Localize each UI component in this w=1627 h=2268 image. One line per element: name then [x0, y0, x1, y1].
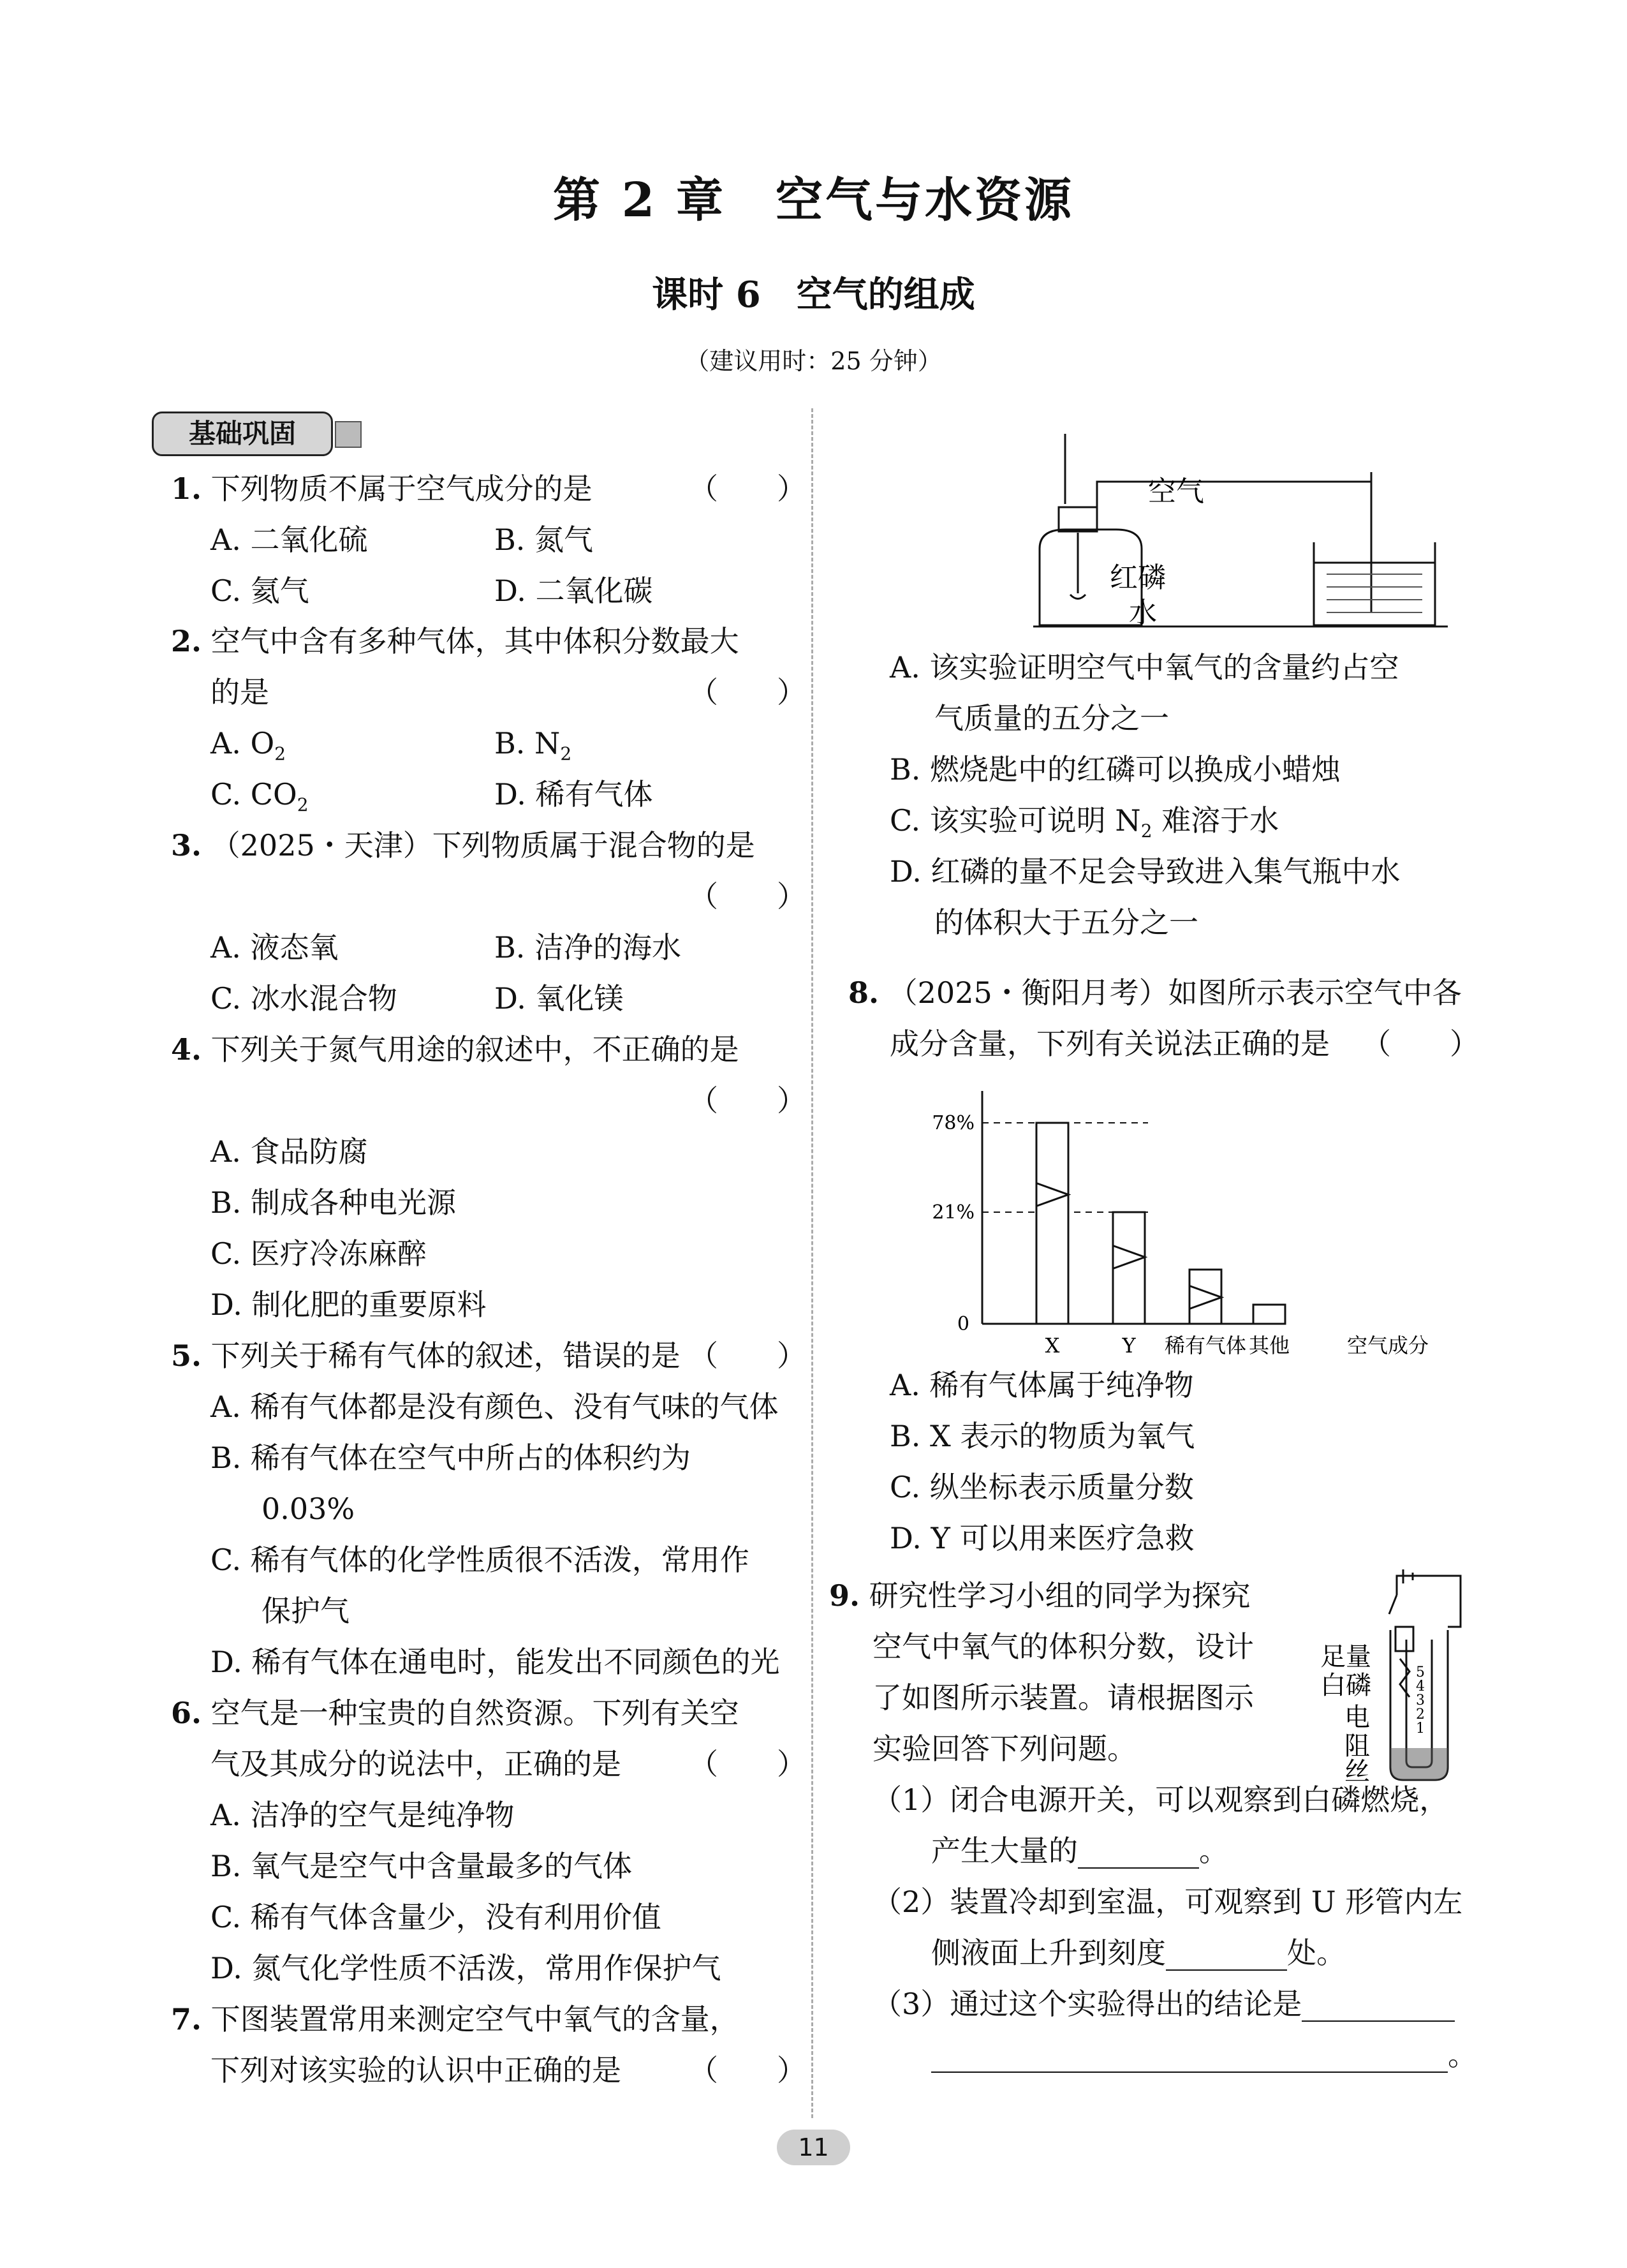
x-tick-label-1: Y — [1122, 1333, 1136, 1358]
q8-option-d: D. Y 可以用来医疗急救 — [890, 1521, 1195, 1555]
q9-part3-cont: 。 — [931, 2037, 1477, 2073]
q8-bar-chart — [918, 1085, 1441, 1359]
label-red-phosphorus: 红磷 — [1110, 561, 1166, 594]
q6-stem-cont: 气及其成分的说法中，正确的是 — [210, 1747, 621, 1781]
q3-stem: 3. （2025・天津）下列物质属于混合物的是 — [171, 828, 755, 863]
q1-option-d: D. 二氧化碳 — [494, 574, 653, 608]
q5-option-b-cont: 0.03% — [261, 1492, 355, 1526]
bar-2 — [1189, 1270, 1221, 1324]
q7-option-c: C. 该实验可说明 $N_2$ 难溶于水 — [890, 803, 1279, 842]
q6-answer-paren[interactable]: （ ） — [689, 1747, 806, 1781]
q4-stem: 4. 下列关于氮气用途的叙述中，不正确的是 — [171, 1032, 739, 1067]
label-elec: 电 — [1344, 1703, 1370, 1732]
q8-stem: 8. （2025・衡阳月考）如图所示表示空气中各 — [848, 975, 1462, 1010]
q7-apparatus-figure — [1014, 427, 1473, 632]
q8-option-b: B. X 表示的物质为氧气 — [890, 1419, 1195, 1453]
q8-option-a: A. 稀有气体属于纯净物 — [890, 1368, 1194, 1402]
q9-blank-2[interactable] — [1166, 1941, 1287, 1971]
q2-stem: 2. 空气中含有多种气体，其中体积分数最大 — [171, 624, 739, 658]
q4-answer-paren[interactable]: （ ） — [689, 1083, 806, 1118]
q4-option-b: B. 制成各种电光源 — [210, 1185, 457, 1220]
bottle-stopper — [1059, 507, 1097, 531]
scale-5: 5 — [1416, 1664, 1425, 1680]
x-tick-label-3: 其他 — [1248, 1333, 1290, 1358]
q3-option-d: D. 氧化镁 — [494, 981, 624, 1016]
q1-option-c: C. 氦气 — [210, 574, 309, 608]
q5-stem: 5. 下列关于稀有气体的叙述，错误的是 — [171, 1338, 681, 1373]
q8-answer-paren[interactable]: （ ） — [1362, 1027, 1479, 1061]
y-tick-label-21: 21% — [932, 1201, 975, 1224]
q7-option-a-cont: 气质量的五分之一 — [934, 701, 1169, 736]
u-tube-stopper — [1395, 1627, 1413, 1651]
scale-2: 2 — [1416, 1707, 1425, 1723]
q6-option-d: D. 氮气化学性质不活泼，常用作保护气 — [210, 1951, 721, 1985]
q1-option-a: A. 二氧化硫 — [210, 523, 368, 557]
q2-option-b: B. $N_2$ — [494, 726, 572, 765]
q5-option-d: D. 稀有气体在通电时，能发出不同颜色的光 — [210, 1645, 780, 1679]
q9-blank-3a[interactable] — [1302, 1992, 1455, 2022]
label-wire: 丝 — [1344, 1757, 1370, 1786]
label-white-phosphorus: 白磷 — [1320, 1671, 1371, 1700]
y-tick-label-0: 0 — [957, 1313, 969, 1335]
arrow-icon — [335, 421, 362, 448]
bar-1 — [1113, 1212, 1145, 1324]
q7-stem: 7. 下图装置常用来测定空气中氧气的含量， — [171, 2002, 739, 2036]
label-water: 水 — [1129, 597, 1157, 629]
q3-option-a: A. 液态氧 — [210, 930, 339, 965]
q7-option-a: A. 该实验证明空气中氧气的含量约占空 — [890, 650, 1399, 685]
q2-option-d: D. 稀有气体 — [494, 777, 653, 812]
q9-blank-1[interactable] — [1078, 1839, 1199, 1869]
q2-answer-paren[interactable]: （ ） — [689, 675, 806, 709]
q9-stem-4: 实验回答下列问题。 — [872, 1731, 1137, 1766]
x-tick-label-2: 稀有气体 — [1164, 1333, 1247, 1358]
label-resist: 阻 — [1344, 1731, 1370, 1761]
q1-answer-paren[interactable]: （ ） — [689, 471, 806, 506]
q7-option-d: D. 红磷的量不足会导致进入集气瓶中水 — [890, 854, 1401, 889]
q9-part1: （1）闭合电源开关，可以观察到白磷燃烧， — [872, 1783, 1449, 1817]
scale-3: 3 — [1416, 1693, 1425, 1708]
q9-u-tube-figure — [1320, 1569, 1486, 1786]
label-air: 空气 — [1148, 475, 1204, 508]
q9-part3: （3）通过这个实验得出的结论是 — [872, 1986, 1455, 2022]
q8-option-c: C. 纵坐标表示质量分数 — [890, 1470, 1194, 1504]
q6-option-a: A. 洁净的空气是纯净物 — [210, 1798, 515, 1832]
scale-4: 4 — [1416, 1679, 1425, 1694]
q9-part2: （2）装置冷却到室温，可观察到 U 形管内左 — [872, 1885, 1463, 1919]
switch — [1389, 1595, 1397, 1614]
q1-option-b: B. 氮气 — [494, 523, 594, 557]
q5-option-c: C. 稀有气体的化学性质很不活泼，常用作 — [210, 1543, 749, 1577]
q7-option-d-cont: 的体积大于五分之一 — [934, 905, 1198, 940]
q5-option-a: A. 稀有气体都是没有颜色、没有气味的气体 — [210, 1390, 779, 1424]
q9-stem-3: 了如图所示装置。请根据图示 — [872, 1680, 1254, 1715]
q7-option-b: B. 燃烧匙中的红磷可以换成小蜡烛 — [890, 752, 1341, 787]
q5-option-c-cont: 保护气 — [261, 1594, 350, 1628]
label-enough: 足量 — [1320, 1642, 1371, 1671]
q4-option-d: D. 制化肥的重要原料 — [210, 1287, 487, 1322]
q4-option-c: C. 医疗冷冻麻醉 — [210, 1236, 427, 1271]
q3-answer-paren[interactable]: （ ） — [689, 879, 806, 914]
q7-stem-cont: 下列对该实验的认识中正确的是 — [210, 2053, 621, 2087]
q5-option-b: B. 稀有气体在空气中所占的体积约为 — [210, 1441, 691, 1475]
circuit-wire — [1397, 1576, 1461, 1627]
q2-option-a: A. $O_2$ — [210, 726, 286, 765]
q3-option-c: C. 冰水混合物 — [210, 981, 397, 1016]
q1-stem: 1. 下列物质不属于空气成分的是 — [171, 471, 593, 506]
scale-1: 1 — [1416, 1721, 1425, 1737]
spoon-bowl — [1070, 595, 1086, 599]
q4-option-a: A. 食品防腐 — [210, 1134, 368, 1169]
column-divider — [811, 408, 813, 2118]
q7-answer-paren[interactable]: （ ） — [689, 2053, 806, 2087]
q8-stem-cont: 成分含量，下列有关说法正确的是 — [890, 1027, 1330, 1061]
q9-part1-cont: 产生大量的 。 — [931, 1834, 1228, 1868]
q9-part2-cont: 侧液面上升到刻度 处。 — [931, 1936, 1346, 1970]
bar-0 — [1036, 1123, 1068, 1324]
page-number: 11 — [777, 2130, 850, 2165]
resistance-wire — [1400, 1659, 1410, 1697]
q6-option-c: C. 稀有气体含量少，没有利用价值 — [210, 1900, 661, 1934]
x-axis-label: 空气成分 — [1346, 1333, 1429, 1358]
q9-stem: 9. 研究性学习小组的同学为探究 — [829, 1578, 1251, 1613]
q3-option-b: B. 洁净的海水 — [494, 930, 682, 965]
section-tag: 基础巩固 — [152, 411, 333, 456]
q2-option-c: C. $CO_2$ — [210, 777, 309, 816]
chapter-title: 第 2 章 空气与水资源 — [552, 173, 1074, 228]
water-fill — [1390, 1748, 1448, 1780]
q2-stem-cont: 的是 — [210, 675, 269, 709]
q5-answer-paren[interactable]: （ ） — [689, 1338, 806, 1373]
q9-blank-3b[interactable] — [931, 2043, 1448, 2073]
bar-3 — [1253, 1305, 1285, 1324]
lesson-title: 课时 6 空气的组成 — [652, 274, 975, 316]
q6-option-b: B. 氧气是空气中含量最多的气体 — [210, 1849, 633, 1883]
q9-stem-2: 空气中氧气的体积分数，设计 — [872, 1629, 1254, 1664]
y-tick-label-78: 78% — [932, 1112, 975, 1134]
q6-stem: 6. 空气是一种宝贵的自然资源。下列有关空 — [171, 1696, 739, 1730]
time-hint: （建议用时：25 分钟） — [685, 347, 942, 375]
x-tick-label-0: X — [1045, 1333, 1060, 1358]
